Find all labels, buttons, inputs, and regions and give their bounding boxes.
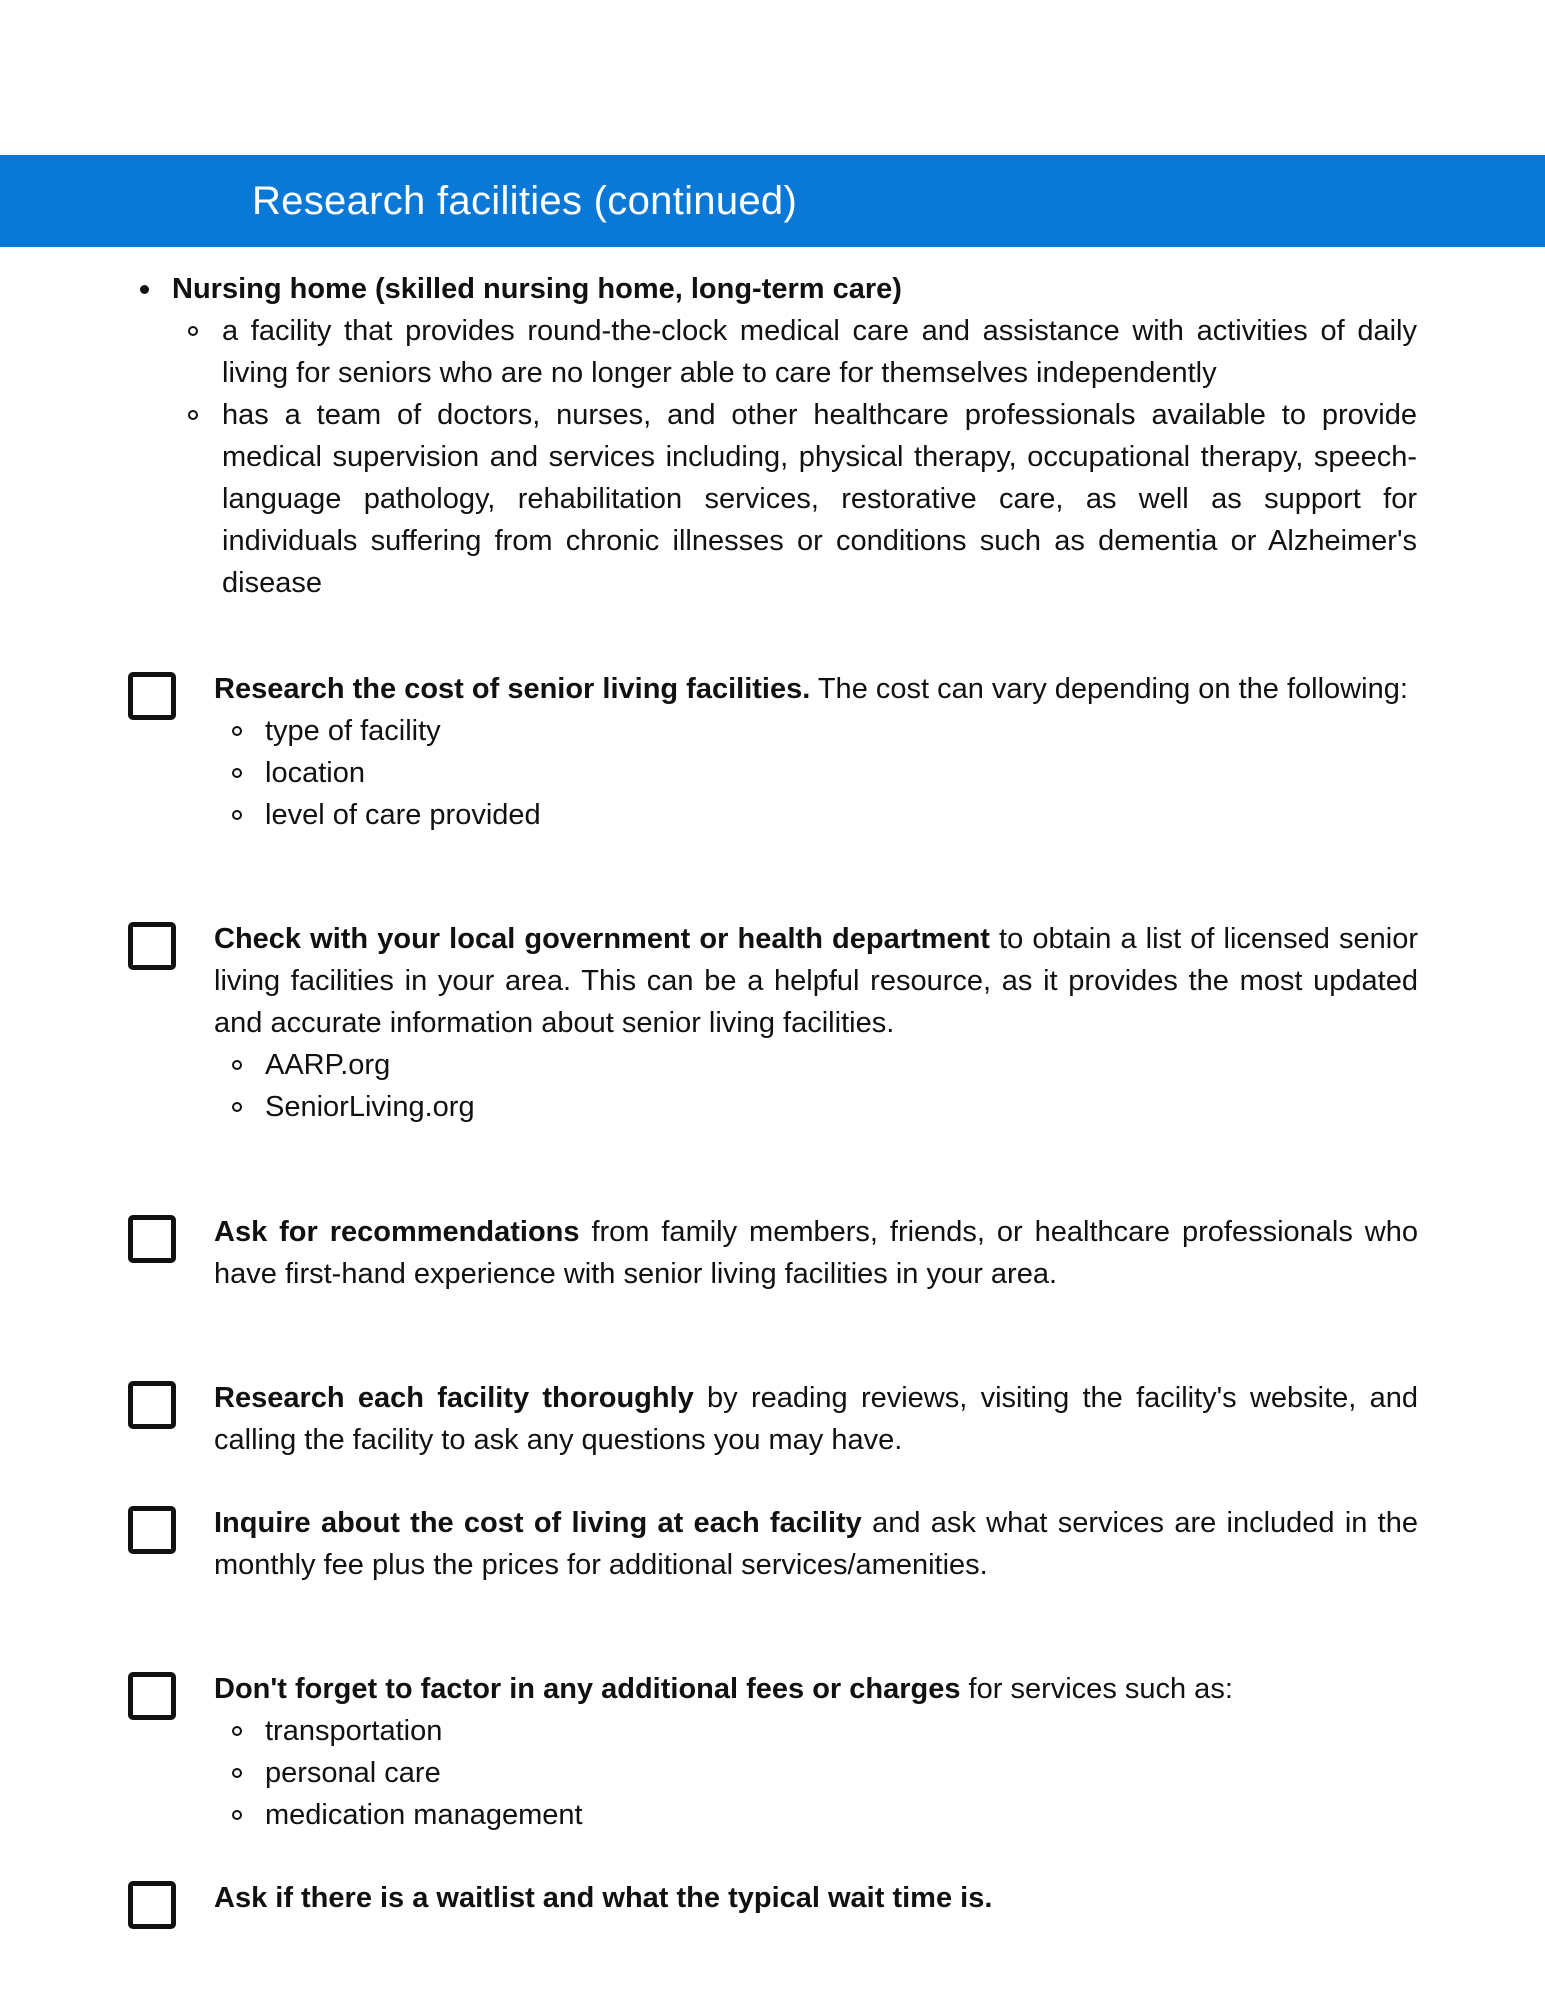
checklist-bold-text: Check with your local government or health department — [214, 923, 990, 955]
checklist-sub-text: location — [265, 757, 365, 789]
checklist-rest-text: by reading reviews, visiting the facility's website, and calling the facility to ask any questions you may have. — [214, 1382, 1418, 1456]
hollow-bullet-icon — [232, 768, 242, 778]
checklist-text — [214, 668, 1418, 710]
checklist-text — [214, 1877, 1418, 1919]
checkbox[interactable] — [128, 672, 176, 720]
nursing-home-point — [132, 394, 1417, 604]
nursing-home-point — [132, 310, 1417, 394]
checklist-bold-text: Inquire about the cost of living at each facility — [214, 1507, 862, 1539]
checklist-text — [214, 1668, 1418, 1710]
checklist-sub-item — [214, 1710, 1418, 1752]
hollow-bullet-icon — [232, 1060, 242, 1070]
checklist-rest-text: The cost can vary depending on the following: — [810, 673, 1408, 705]
checklist-text — [214, 1377, 1418, 1461]
checklist-text — [214, 1211, 1418, 1295]
hollow-bullet-icon — [232, 810, 242, 820]
checklist-sub-text: transportation — [265, 1715, 443, 1747]
checklist-item-inquire-cost — [128, 1502, 1418, 1586]
checklist-item-research-cost — [128, 668, 1418, 836]
nursing-home-section — [132, 268, 1417, 604]
checklist-text — [214, 1502, 1418, 1586]
checklist-sub-text: type of facility — [265, 715, 441, 747]
checklist-rest-text: from family members, friends, or healthcare professionals who have first-hand experience with senior living facilities in your area. — [214, 1216, 1418, 1290]
checklist-bold-text: Research the cost of senior living facilities. — [214, 673, 811, 705]
checklist-sub-item — [214, 710, 1418, 752]
bullet-dot-icon — [140, 285, 149, 294]
checklist-item-waitlist — [128, 1877, 1418, 1919]
checkbox[interactable] — [128, 1881, 176, 1929]
section-title: Research facilities (continued) — [252, 179, 798, 223]
checklist-item-local-government — [128, 918, 1418, 1128]
nursing-home-point-text: a facility that provides round-the-clock medical care and assistance with activities of daily living for seniors who are no longer able to care for themselves independently — [222, 315, 1417, 389]
checklist-sub-item — [214, 1794, 1418, 1836]
checkbox[interactable] — [128, 922, 176, 970]
hollow-bullet-icon — [232, 1768, 242, 1778]
checklist-sub-item — [214, 1044, 1418, 1086]
checklist-bold-text: Ask if there is a waitlist and what the typical wait time is. — [214, 1882, 993, 1914]
checklist-bold-text: Don't forget to factor in any additional fees or charges — [214, 1673, 961, 1705]
checklist-sub-text: AARP.org — [265, 1049, 391, 1081]
checklist-sub-list — [214, 1710, 1418, 1836]
hollow-bullet-icon — [232, 1810, 242, 1820]
hollow-bullet-icon — [188, 326, 198, 336]
checklist-sub-text: medication management — [265, 1799, 583, 1831]
checklist-sub-item — [214, 752, 1418, 794]
checklist-sub-text: SeniorLiving.org — [265, 1091, 475, 1123]
checkbox[interactable] — [128, 1506, 176, 1554]
checklist-rest-text: to obtain a list of licensed senior living facilities in your area. This can be a helpful resource, as it provides the most updated and accurate information about senior living facilities. — [214, 923, 1418, 1039]
nursing-home-points — [132, 310, 1417, 604]
nursing-home-title: Nursing home (skilled nursing home, long-term care) — [172, 273, 902, 305]
checklist-sub-item — [214, 1752, 1418, 1794]
checklist-sub-list — [214, 710, 1418, 836]
checklist-item-recommendations — [128, 1211, 1418, 1295]
checkbox[interactable] — [128, 1215, 176, 1263]
checklist-sub-text: personal care — [265, 1757, 441, 1789]
checkbox[interactable] — [128, 1672, 176, 1720]
hollow-bullet-icon — [188, 410, 198, 420]
checklist-bold-text: Research each facility thoroughly — [214, 1382, 694, 1414]
hollow-bullet-icon — [232, 1102, 242, 1112]
checklist-text — [214, 918, 1418, 1044]
checklist-item-research-each-facility — [128, 1377, 1418, 1461]
checklist-sub-item — [214, 794, 1418, 836]
nursing-home-point-text: has a team of doctors, nurses, and other healthcare professionals available to provide medical supervision and services including, physical therapy, occupational therapy, speech-language pathology, rehabilitation services, restorative care, as well as support for individuals suffering from chronic illnesses or conditions such as dementia or Alzheimer's disease — [222, 399, 1417, 599]
hollow-bullet-icon — [232, 1726, 242, 1736]
checklist-sub-item — [214, 1086, 1418, 1128]
checklist-sub-list — [214, 1044, 1418, 1128]
checklist-bold-text: Ask for recommendations — [214, 1216, 580, 1248]
checklist-sub-text: level of care provided — [265, 799, 541, 831]
checklist-rest-text: for services such as: — [960, 1673, 1233, 1705]
checklist-item-additional-fees — [128, 1668, 1418, 1836]
nursing-home-title-row — [132, 268, 1417, 310]
checkbox[interactable] — [128, 1381, 176, 1429]
checklist-rest-text: and ask what services are included in the monthly fee plus the prices for additional services/amenities. — [214, 1507, 1418, 1581]
hollow-bullet-icon — [232, 726, 242, 736]
section-header-band — [0, 155, 1545, 247]
